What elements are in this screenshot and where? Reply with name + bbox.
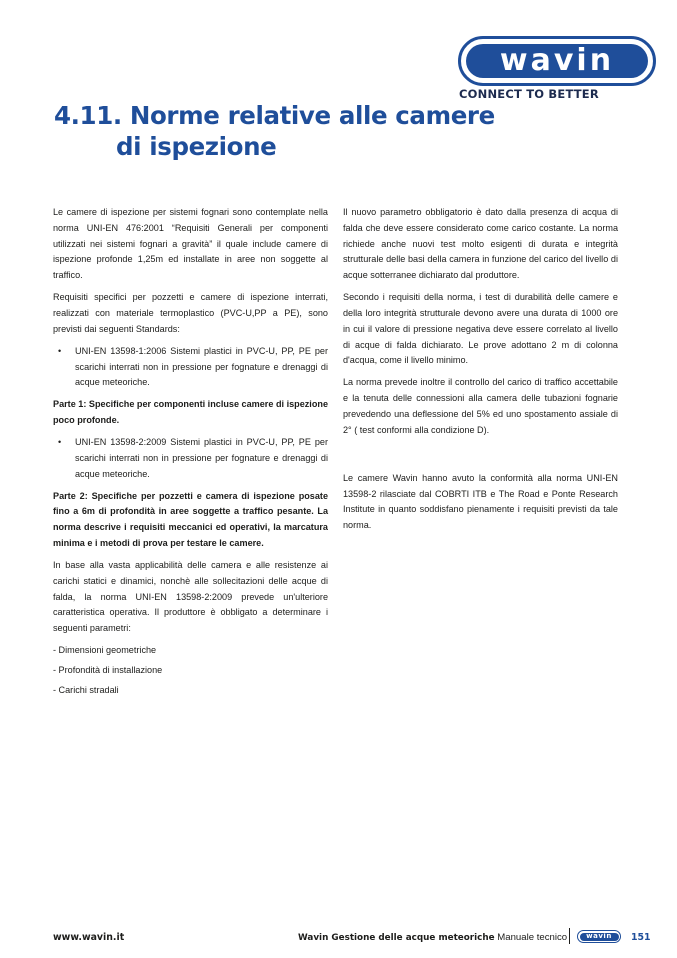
tagline: CONNECT TO BETTER — [459, 87, 599, 101]
bullet-text: UNI-EN 13598-1:2006 Sistemi plastici in PVC-U, PP, PE per scarichi interrati non in pressione per fognature e drenaggi di acque meteoriche. — [75, 345, 328, 388]
bullet-item — [53, 344, 328, 391]
spacer — [343, 445, 618, 471]
paragraph: La norma prevede inoltre il controllo del carico di traffico accettabile e la tenuta delle connessioni alla camera delle tubazioni fognarie prevedendo una deflessione del 5% ed uno spostamento assiale di 2° ( test conformi alla condizione D). — [343, 377, 618, 435]
right-column — [343, 205, 618, 540]
paragraph: Le camere di ispezione per sistemi fognari sono contemplate nella norma UNI-EN 476:2001 “Requisiti Generali per componenti utilizzati nei sistemi fognari a gravità” il quale include camere di ispezione profonde 1,25m ed installate in aree non soggette al traffico. — [53, 207, 328, 281]
footer-title-regular: Manuale tecnico — [494, 932, 568, 943]
paragraph: Requisiti specifici per pozzetti e camere di ispezione interrati, realizzati con materiale termoplastico (PVC-U,PP a PE), sono previsti dai seguenti Standards: — [53, 292, 328, 334]
page-title — [54, 100, 514, 162]
part-1-heading: Parte 1: Specifiche per componenti incluse camere di ispezione poco profonde. — [53, 399, 328, 426]
page-number: 151 — [631, 932, 651, 943]
footer-logo-text: wavin — [580, 933, 619, 941]
list-item: - Carichi stradali — [53, 685, 119, 696]
wavin-logo — [458, 36, 656, 86]
footer-divider — [569, 928, 570, 944]
footer-url: www.wavin.it — [53, 932, 125, 943]
title-line-2: di ispezione — [116, 132, 277, 161]
title-line-1: 4.11. Norme relative alle camere — [54, 101, 495, 130]
list-item: - Profondità di installazione — [53, 665, 163, 676]
bullet-item — [53, 435, 328, 482]
paragraph: Le camere Wavin hanno avuto la conformità alla norma UNI-EN 13598-2 rilasciate dal COBRTI ITB e The Road e Ponte Research Institute in quanto soddisfano pienamente i requisiti previsti da tale norma. — [343, 472, 618, 531]
bullet-icon: • — [58, 437, 62, 448]
left-column — [53, 205, 328, 704]
footer-title-bold: Wavin Gestione delle acque meteoriche — [298, 933, 495, 943]
bullet-text: UNI-EN 13598-2:2009 Sistemi plastici in PVC-U, PP, PE per scarichi interrati non in pressione per fognature e drenaggi di acque meteoriche. — [75, 437, 328, 479]
footer-title — [298, 932, 567, 943]
logo-text: wavin — [466, 44, 648, 78]
bullet-icon: • — [58, 345, 62, 356]
paragraph: Il nuovo parametro obbligatorio è dato dalla presenza di acqua di falda che deve essere considerato come carico costante. La norma richiede anche nuovi test molto esigenti di durata e integrità strutturale delle basi della camera in funzione del carico del livello di acque sotterranee dichiarato dal produttore. — [343, 207, 618, 281]
list-item: - Dimensioni geometriche — [53, 645, 157, 656]
footer-wavin-logo — [577, 930, 621, 943]
paragraph: In base alla vasta applicabilità delle camera e alle resistenze ai carichi statici e dinamici, nonchè alle sollecitazioni delle acque di falda, la norma UNI-EN 13598-2:2009 prevede un'ulteriore caratteristica operativa. Il produttore è obbligato a determinare i seguenti parametri: — [53, 560, 328, 634]
paragraph: Secondo i requisiti della norma, i test di durabilità delle camere e della loro integrità strutturale devono avere una durata di 1000 ore in cui il valore di pressione negativa deve essere correlato al livello di acque di falda dichiarato. Le prove adottano 2 m di colonna d'acqua, come il livello minimo. — [343, 292, 618, 366]
part-2-heading: Parte 2: Specifiche per pozzetti e camera di ispezione posate fino a 6m di profondità in aree soggette a traffico pesante. La norma descrive i requisiti meccanici ed operativi, la marcatura minima e i metodi di prova per testare le camere. — [53, 490, 328, 549]
